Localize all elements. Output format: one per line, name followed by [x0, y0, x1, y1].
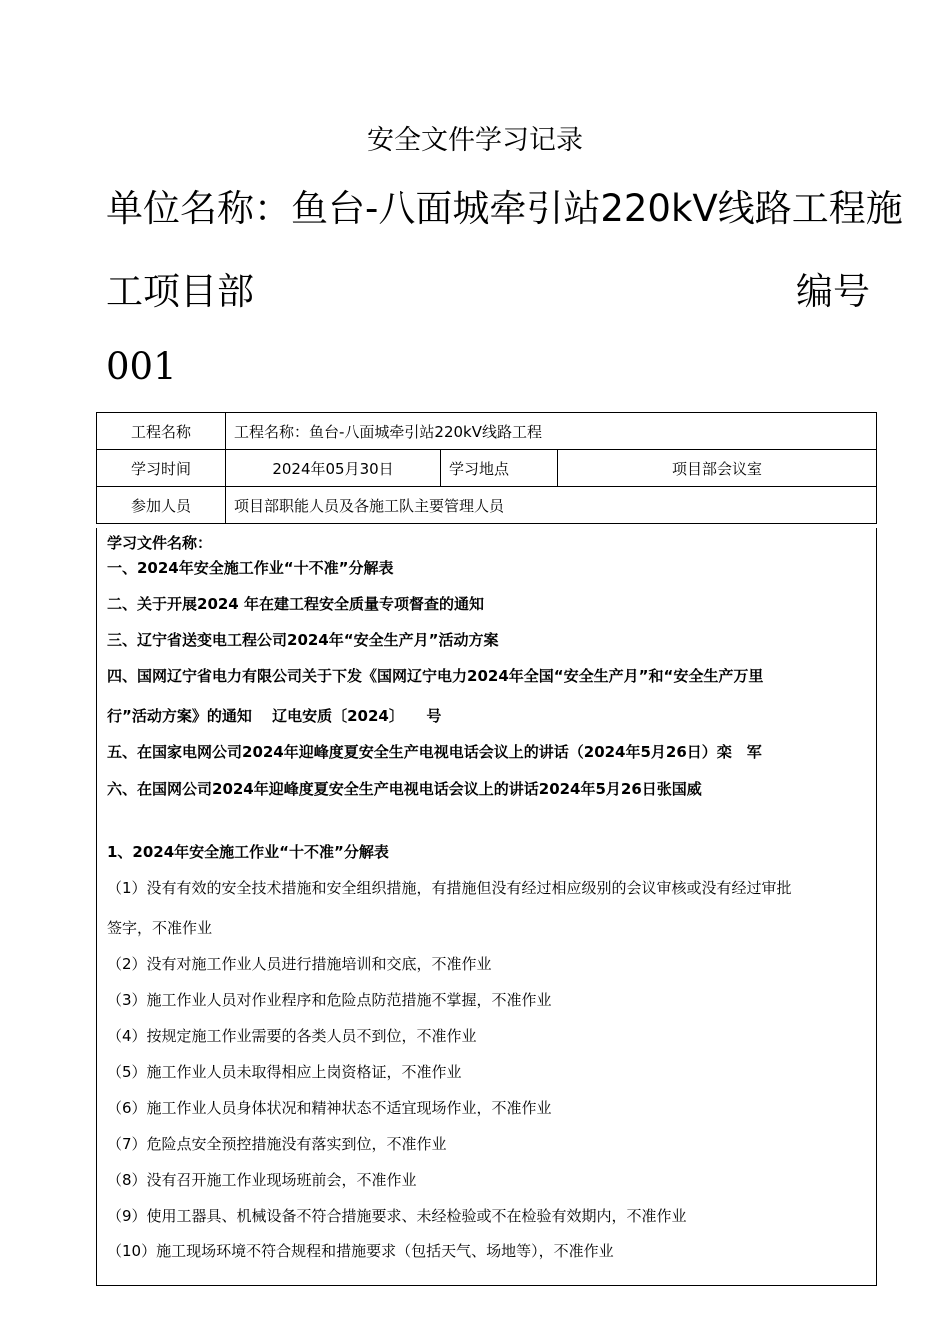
rule-item-6: （6）施工作业人员身体状况和精神状态不适宜现场作业，不准作业: [107, 1099, 552, 1117]
study-time-value: 2024年05月30日: [226, 450, 441, 487]
serial-number-value: 001: [106, 345, 177, 388]
file-item-5: 五、在国家电网公司2024年迎峰度夏安全生产电视电话会议上的讲话（2024年5月26日）栾 军: [107, 743, 762, 761]
project-name-label: 工程名称: [97, 413, 226, 450]
rule-item-3: （3）施工作业人员对作业程序和危险点防范措施不掌握，不准作业: [107, 991, 552, 1009]
study-place-value: 项目部会议室: [558, 450, 877, 487]
file-item-3: 三、辽宁省送变电工程公司2024年“安全生产月”活动方案: [107, 631, 499, 649]
rule-item-1: （1）没有有效的安全技术措施和安全组织措施，有措施但没有经过相应级别的会议审核或没有经过审批: [107, 879, 792, 897]
study-place-label: 学习地点: [441, 450, 558, 487]
table-row: [97, 413, 877, 450]
serial-number-label: 编号: [796, 270, 870, 313]
rule-item-4: （4）按规定施工作业需要的各类人员不到位，不准作业: [107, 1027, 477, 1045]
file-item-2: 二、关于开展2024 年在建工程安全质量专项督查的通知: [107, 595, 484, 613]
rule-item-5: （5）施工作业人员未取得相应上岗资格证，不准作业: [107, 1063, 462, 1081]
rule-item-1-continued: 签字，不准作业: [107, 919, 213, 937]
project-name-value: 工程名称：鱼台-八面城牵引站220kV线路工程: [226, 413, 877, 450]
record-info-table: [96, 412, 877, 524]
section-heading: 1、2024年安全施工作业“十不准”分解表: [107, 843, 389, 861]
files-heading: 学习文件名称：: [107, 534, 213, 552]
table-row: [97, 450, 877, 487]
unit-name-continuation: 工项目部: [106, 270, 254, 313]
rule-item-10: （10）施工现场环境不符合规程和措施要求（包括天气、场地等），不准作业: [107, 1242, 614, 1260]
participants-value: 项目部职能人员及各施工队主要管理人员: [226, 487, 877, 524]
unit-name-line: 单位名称：鱼台-八面城牵引站220kV线路工程施: [106, 187, 903, 230]
rule-item-2: （2）没有对施工作业人员进行措施培训和交底，不准作业: [107, 955, 492, 973]
file-item-4-continued: 行”活动方案》的通知 辽电安质〔2024〕 号: [107, 707, 442, 725]
rule-item-8: （8）没有召开施工作业现场班前会，不准作业: [107, 1171, 417, 1189]
study-content-box: [96, 528, 877, 1286]
unit-name-line-2: [106, 261, 870, 315]
study-time-label: 学习时间: [97, 450, 226, 487]
rule-item-9: （9）使用工器具、机械设备不符合措施要求、未经检验或不在检验有效期内，不准作业: [107, 1207, 687, 1225]
file-item-4: 四、国网辽宁省电力有限公司关于下发《国网辽宁电力2024年全国“安全生产月”和“安全生产万里: [107, 667, 764, 685]
participants-label: 参加人员: [97, 487, 226, 524]
document-title: 安全文件学习记录: [367, 125, 583, 156]
file-item-1: 一、2024年安全施工作业“十不准”分解表: [107, 559, 394, 577]
file-item-6: 六、在国网公司2024年迎峰度夏安全生产电视电话会议上的讲话2024年5月26日张国威: [107, 780, 702, 798]
rule-item-7: （7）危险点安全预控措施没有落实到位，不准作业: [107, 1135, 447, 1153]
table-row: [97, 487, 877, 524]
